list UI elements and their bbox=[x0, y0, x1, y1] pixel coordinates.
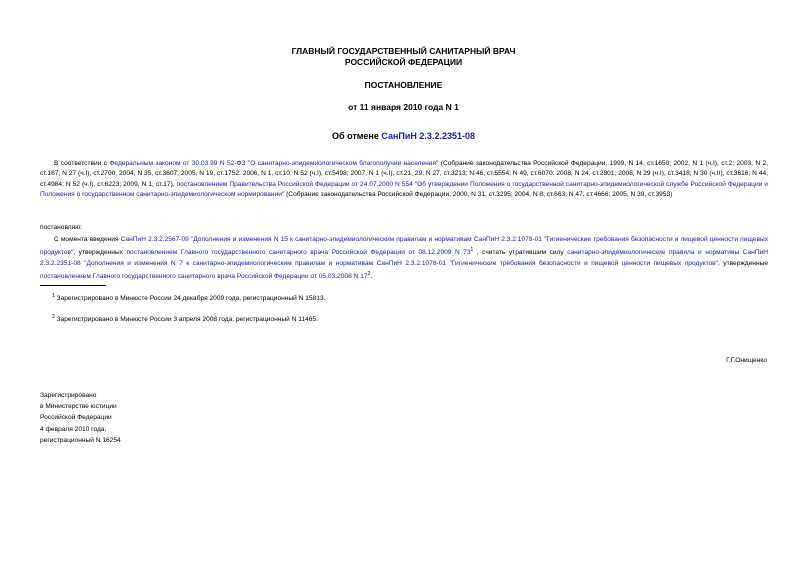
preamble-text-1: В соответствии с bbox=[54, 160, 110, 167]
link-resolution-17[interactable]: постановлением Главного государственного санитарного врача Российской Федерации от 05.03.2008 N 17 bbox=[40, 273, 368, 281]
title-link-sanpin[interactable]: СанПиН 2.3.2.2351-08 bbox=[381, 131, 475, 141]
footnote-mark-2: 2 bbox=[52, 314, 55, 320]
operative-text-5: . bbox=[370, 273, 373, 281]
document-date-number: от 11 января 2010 года N 1 bbox=[348, 102, 459, 112]
operative-paragraph bbox=[40, 235, 768, 283]
link-resolution-73[interactable]: постановлением Главного государственного санитарного врача Российской Федерации от 08.12.2009 N 73 bbox=[126, 249, 471, 257]
operative-text-4: , утвержденные bbox=[718, 259, 768, 267]
registration-line: регистрационный N 16254 bbox=[40, 436, 121, 444]
footnote-ref-1[interactable]: 1 bbox=[470, 247, 474, 254]
footnote-text-1: Зарегистрировано в Минюсте России 24 декабря 2009 года, регистрационный N 15813. bbox=[54, 295, 326, 303]
operative-text-1: С момента введения bbox=[54, 236, 121, 243]
footnote-text-2: Зарегистрировано в Минюсте России 3 апреля 2008 года, регистрационный N 11465. bbox=[54, 316, 318, 324]
authority-line-1: ГЛАВНЫЙ ГОСУДАРСТВЕННЫЙ САНИТАРНЫЙ ВРАЧ bbox=[291, 46, 516, 56]
resolve-word: постановляю: bbox=[40, 224, 83, 231]
authority-line-2: РОССИЙСКОЙ ФЕДЕРАЦИИ bbox=[344, 57, 463, 67]
link-federal-law[interactable]: Федеральным законом от 30.03.99 N 52-ФЗ "О санитарно-эпидемиологическом благополучии населения" bbox=[109, 160, 439, 167]
registration-block bbox=[40, 390, 121, 446]
signature: Г.Г.Онищенко bbox=[726, 357, 767, 364]
operative-text-2: , утвержденных bbox=[73, 249, 127, 257]
link-government-resolution[interactable]: постановлением Правительства Российской Федерации от 24.07.2000 N 554 "Об утверждении Положения о государственной санитарно-эпидемиологической службе Российской Федерации и Положения о государственном санитарно-эпидемиологическом нормировании" bbox=[40, 180, 768, 198]
issuing-authority bbox=[0, 46, 807, 68]
preamble-text-2: (Собрание законодательства Российской Федерации, 1999, N 14, ст.1650; 2002, N 1 (ч.I), ст.2; 2003, N 2, ст.167; N 27 (ч.I), ст.2700; 2004, N 35, ст.3607; 2005, N 19, ст.1752; 2006, N 1, ст.10; N 52 (ч.I), ст.5498; 2007, N 1 (ч.I), ст.21, 29; N 27, ст.3213; N 46, ст.5554; N 49, ст.6070; 2008, N 24, ст.2801; 2008, N 29 (ч.I), ст.3418; N 30 (ч.II), ст.3616; N 44, ст.4984; N 52 (ч.I), ст.6223; 2009, N 1, ст.17), bbox=[40, 160, 768, 188]
footnote-2 bbox=[52, 313, 318, 324]
document-type: ПОСТАНОВЛЕНИЕ bbox=[364, 80, 443, 90]
link-sanpin-2351-08[interactable]: санитарно-эпидемиологические правила и нормативы СанПиН 2.3.2.2351-08 "Дополнения и изменения N 7 к санитарно-эпидемиологическим правилам и нормативам СанПиН 2.3.2.1078-01 "Гигиенические требования безопасности и пищевой ценности пищевых продуктов" bbox=[40, 249, 769, 267]
footnote-mark-1: 1 bbox=[52, 293, 55, 299]
registration-line: Зарегистрировано bbox=[40, 392, 97, 399]
document-title bbox=[0, 131, 807, 142]
registration-line: Российской Федерации bbox=[40, 414, 112, 422]
title-prefix: Об отмене bbox=[332, 131, 382, 141]
footnote-ref-2[interactable]: 2 bbox=[367, 271, 371, 278]
operative-text-3: , считать утратившим силу bbox=[473, 249, 568, 257]
registration-line: в Министерстве юстиции bbox=[40, 403, 117, 411]
registration-line: 4 февраля 2010 года, bbox=[40, 425, 107, 433]
link-sanpin-2567-09[interactable]: СанПиН 2.3.2.2567-09 "Дополнения и изменения N 15 к санитарно-эпидемиологическим правилам и нормативам СанПиН 2.3.2.1078-01 "Гигиенические требования безопасности и пищевой ценности пищевых продуктов" bbox=[40, 236, 768, 257]
footnote-1 bbox=[52, 292, 325, 303]
preamble-paragraph bbox=[40, 159, 768, 200]
preamble-text-3: (Собрание законодательства Российской Федерации, 2000, N 31, ст.3295; 2004, N 8, ст.663; N 47, ст.4666; 2005, N 39, ст.3953) bbox=[284, 190, 673, 198]
footnote-divider bbox=[40, 285, 106, 286]
